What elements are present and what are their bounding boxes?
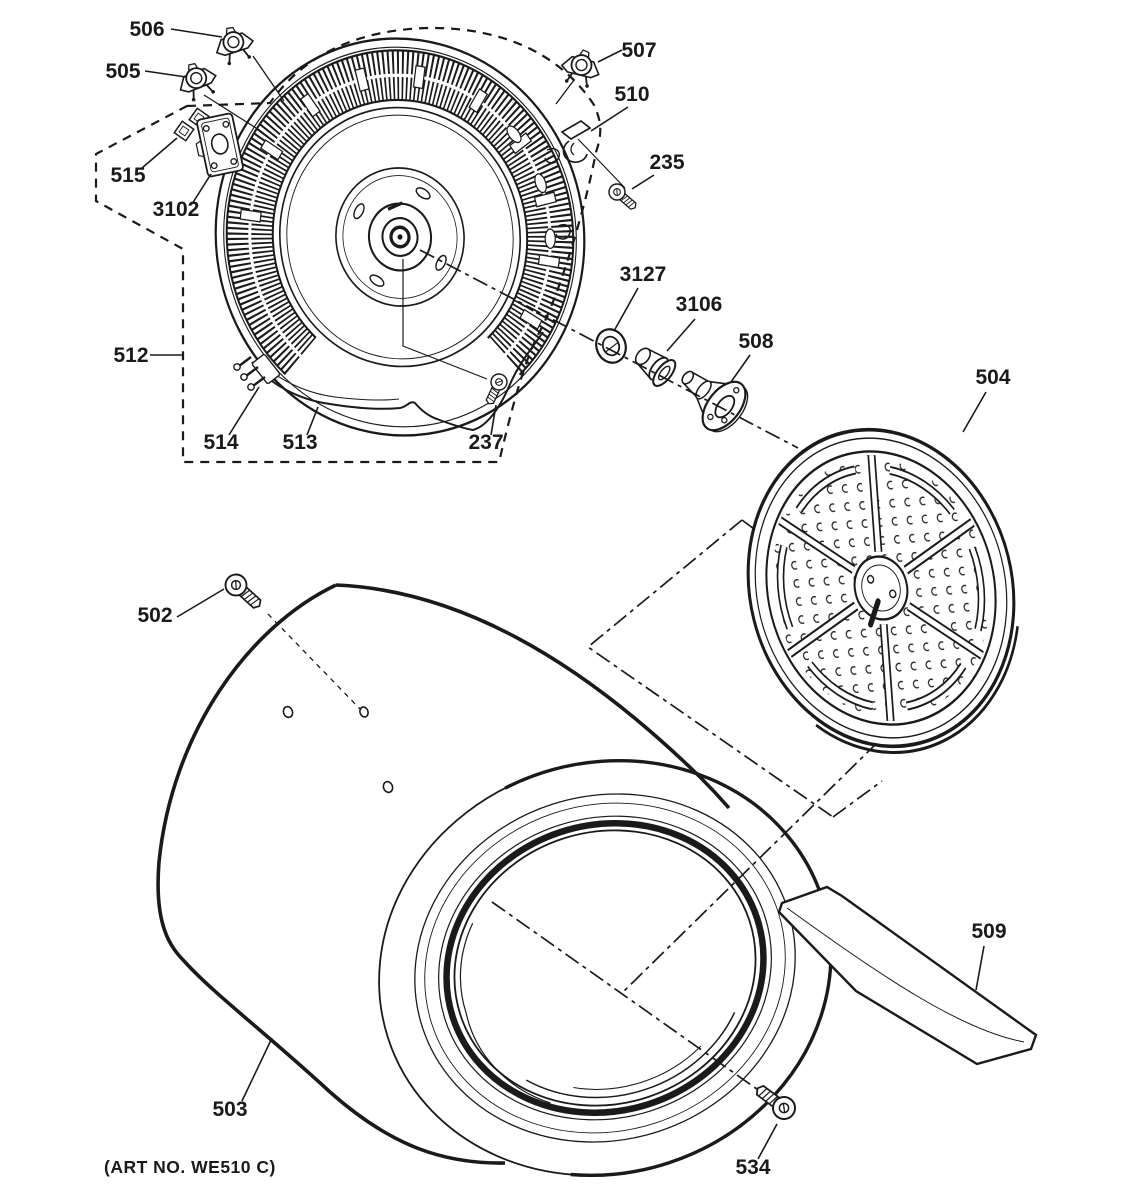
callout-510 (591, 83, 650, 131)
callout-235 (632, 151, 685, 189)
callout-235-label: 235 (649, 151, 685, 174)
thermostat-505 (173, 57, 222, 104)
callout-506 (129, 18, 222, 41)
callout-3102-label: 3102 (152, 198, 200, 221)
drum-hole (282, 705, 294, 718)
drum-hole (359, 706, 370, 718)
callout-510-label: 510 (614, 83, 650, 106)
callout-514 (203, 387, 259, 454)
callout-505 (105, 60, 186, 83)
callout-512 (113, 344, 183, 367)
callout-534-label: 534 (735, 1156, 771, 1179)
callout-502 (137, 589, 224, 627)
callout-504 (963, 366, 1011, 432)
drum-back (715, 401, 1048, 781)
callout-504-label: 504 (975, 366, 1011, 389)
callout-3106 (667, 293, 722, 351)
callout-513 (282, 407, 318, 454)
thermostat-507 (558, 46, 604, 90)
callout-503 (212, 1038, 272, 1121)
callout-509 (971, 920, 1006, 990)
callout-515-label: 515 (110, 164, 146, 187)
callout-534 (735, 1124, 777, 1179)
screw-502-locator-line (268, 614, 361, 710)
callout-515 (110, 138, 177, 187)
callout-503-label: 503 (212, 1098, 248, 1121)
callout-512-label: 512 (113, 344, 149, 367)
callout-3102 (153, 174, 211, 221)
callout-505-label: 505 (105, 60, 141, 83)
callout-3127-label: 3127 (619, 263, 667, 286)
drum-hole (382, 780, 394, 793)
callout-514-label: 514 (203, 431, 239, 454)
callout-237-label: 237 (468, 431, 504, 454)
callout-507-label: 507 (621, 39, 657, 62)
callout-507 (598, 39, 657, 62)
washer-3127 (592, 325, 631, 367)
callout-509-label: 509 (971, 920, 1007, 943)
rear-bulkhead-heater-assembly (190, 15, 610, 460)
callout-508-label: 508 (738, 330, 774, 353)
callout-502-label: 502 (137, 604, 173, 627)
bearing-plate-3102 (191, 113, 243, 178)
callout-3127 (614, 263, 666, 331)
callout-3106-label: 3106 (675, 293, 723, 316)
callout-506-label: 506 (129, 18, 165, 41)
art-number: (ART NO. WE510 C) (104, 1157, 276, 1177)
thermostat-506 (211, 22, 258, 68)
screw-502 (221, 570, 266, 614)
callout-508 (731, 330, 774, 382)
callout-513-label: 513 (282, 431, 318, 454)
